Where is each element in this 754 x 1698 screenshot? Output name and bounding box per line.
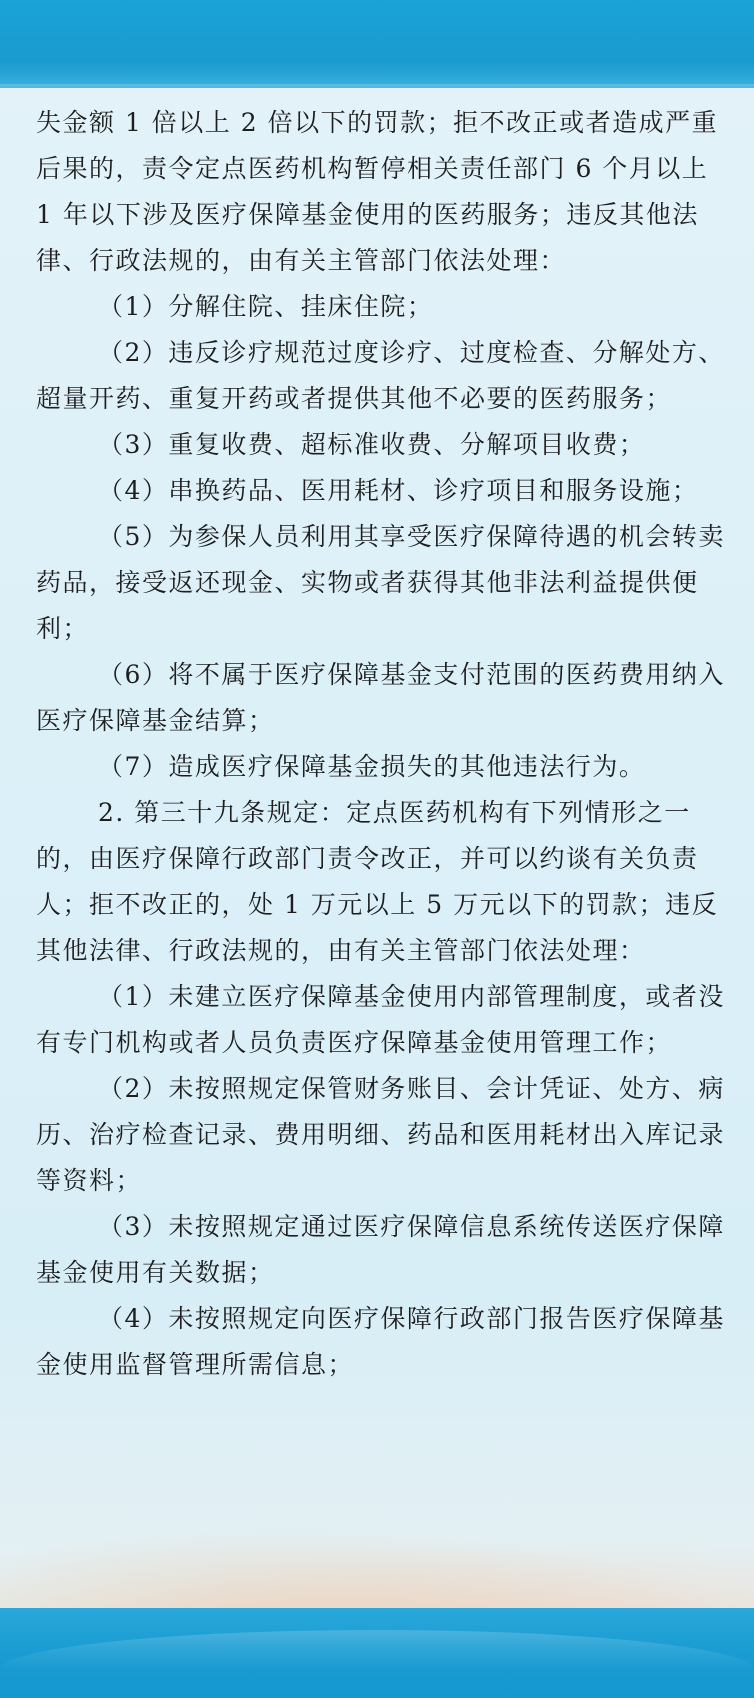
list-item: （2）未按照规定保管财务账目、会计凭证、处方、病历、治疗检查记录、费用明细、药品和医用耗材出入库记录等资料；	[36, 1074, 726, 1195]
article-paragraph: 2. 第三十九条规定：定点医药机构有下列情形之一的，由医疗保障行政部门责令改正，并可以约谈有关负责人；拒不改正的，处 1 万元以上 5 万元以下的罚款；违反其他法律、行政法规的，由有关主管部门依法处理：	[36, 798, 719, 965]
decorative-swirl	[100, 1538, 754, 1608]
list-item: （7）造成医疗保障基金损失的其他违法行为。	[98, 752, 646, 781]
decorative-wave	[0, 1630, 754, 1670]
list-item: （3）未按照规定通过医疗保障信息系统传送医疗保障基金使用有关数据；	[36, 1212, 725, 1287]
list-item: （6）将不属于医疗保障基金支付范围的医药费用纳入医疗保障基金结算；	[36, 660, 725, 735]
list-item: （4）串换药品、医用耗材、诊疗项目和服务设施；	[98, 476, 699, 505]
list-item: （1）分解住院、挂床住院；	[98, 292, 434, 321]
list-item: （5）为参保人员利用其享受医疗保障待遇的机会转卖药品，接受返还现金、实物或者获得其他非法利益提供便利；	[36, 522, 725, 643]
top-banner	[0, 0, 754, 88]
document-body	[36, 100, 726, 1388]
bottom-banner	[0, 1608, 754, 1698]
list-item: （2）违反诊疗规范过度诊疗、过度检查、分解处方、超量开药、重复开药或者提供其他不必要的医药服务；	[36, 338, 725, 413]
list-item: （1）未建立医疗保障基金使用内部管理制度，或者没有专门机构或者人员负责医疗保障基金使用管理工作；	[36, 982, 725, 1057]
list-item: （4）未按照规定向医疗保障行政部门报告医疗保障基金使用监督管理所需信息；	[36, 1304, 725, 1379]
list-item: （3）重复收费、超标准收费、分解项目收费；	[98, 430, 646, 459]
paragraph: 失金额 1 倍以上 2 倍以下的罚款；拒不改正或者造成严重后果的，责令定点医药机构暂停相关责任部门 6 个月以上 1 年以下涉及医疗保障基金使用的医药服务；违反其他法律、行政法规的，由有关主管部门依法处理：	[36, 108, 719, 275]
